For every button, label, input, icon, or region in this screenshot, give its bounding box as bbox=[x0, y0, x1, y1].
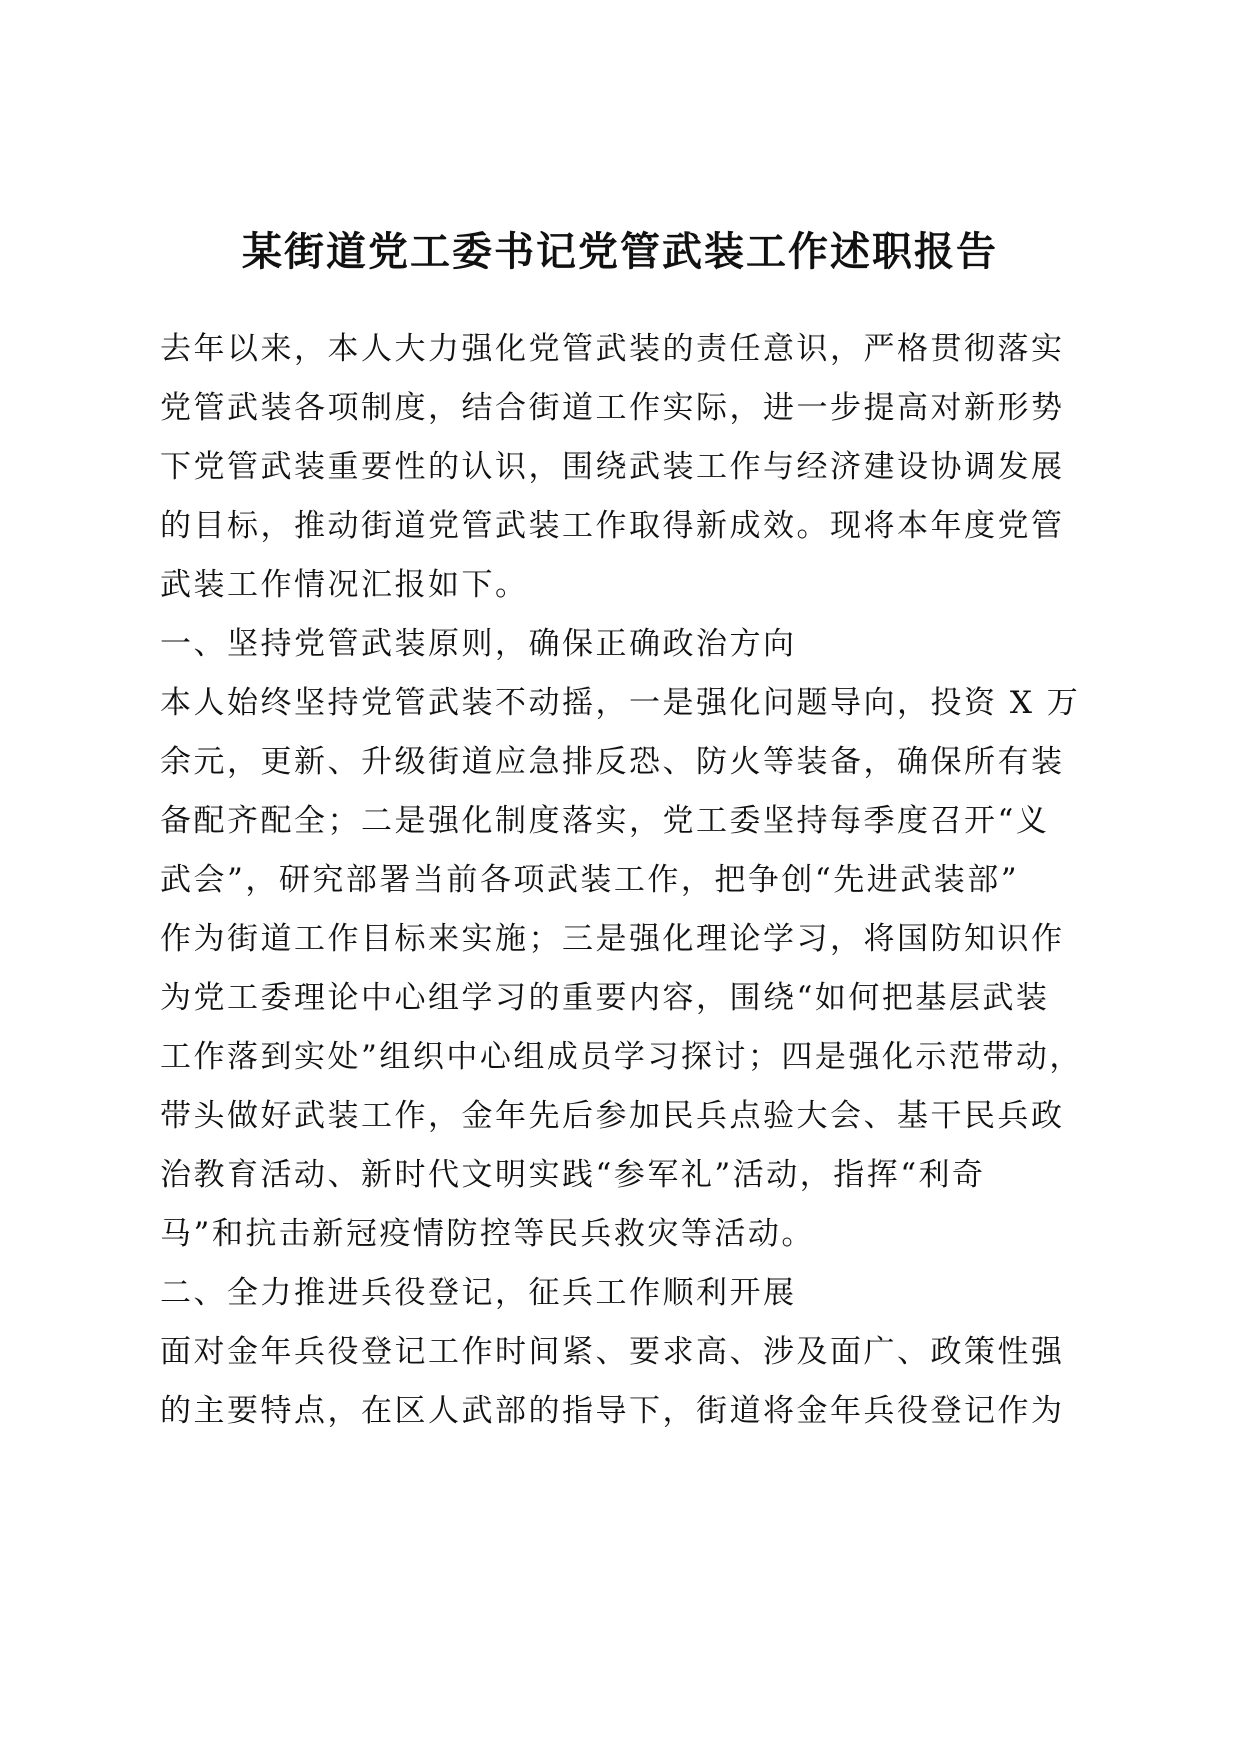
section-heading-1: 一、坚持党管武装原则，确保正确政治方向 bbox=[160, 626, 797, 662]
paragraph-line: 的主要特点，在区人武部的指导下，街道将金年兵役登记作为 bbox=[160, 1393, 1065, 1429]
paragraph-line: 面对金年兵役登记工作时间紧、要求高、涉及面广、政策性强 bbox=[160, 1334, 1065, 1370]
paragraph-line: 党管武装各项制度，结合街道工作实际，进一步提高对新形势 bbox=[160, 390, 1065, 426]
paragraph-line: 的目标，推动街道党管武装工作取得新成效。现将本年度党管 bbox=[160, 508, 1065, 544]
paragraph-line: 余元，更新、升级街道应急排反恐、防火等装备，确保所有装 bbox=[160, 744, 1065, 780]
paragraph-line: 治教育活动、新时代文明实践“参军礼”活动，指挥“利奇 bbox=[160, 1157, 986, 1193]
paragraph-line: 为党工委理论中心组学习的重要内容，围绕“如何把基层武装 bbox=[160, 980, 1050, 1016]
section-heading-2: 二、全力推进兵役登记，征兵工作顺利开展 bbox=[160, 1275, 797, 1311]
document-body bbox=[160, 320, 1083, 1441]
paragraph-line: 武会”，研究部署当前各项武装工作，把争创“先进武装部” bbox=[160, 862, 1020, 898]
paragraph-line: 备配齐配全；二是强化制度落实，党工委坚持每季度召开“义 bbox=[160, 803, 1050, 839]
paragraph-line: 武装工作情况汇报如下。 bbox=[160, 567, 529, 603]
paragraph-line: 马”和抗击新冠疫情防控等民兵救灾等活动。 bbox=[160, 1216, 815, 1252]
document-title: 某街道党工委书记党管武装工作述职报告 bbox=[242, 228, 998, 275]
paragraph-line: 工作落到实处”组织中心组成员学习探讨；四是强化示范带动， bbox=[160, 1039, 1083, 1075]
paragraph-line: 本人始终坚持党管武装不动摇，一是强化问题导向，投资 X 万 bbox=[160, 685, 1081, 721]
paragraph-line: 作为街道工作目标来实施；三是强化理论学习，将国防知识作 bbox=[160, 921, 1065, 957]
paragraph-line: 下党管武装重要性的认识，围绕武装工作与经济建设协调发展 bbox=[160, 449, 1065, 485]
paragraph-line: 带头做好武装工作，金年先后参加民兵点验大会、基干民兵政 bbox=[160, 1098, 1065, 1134]
paragraph-line: 去年以来，本人大力强化党管武装的责任意识，严格贯彻落实 bbox=[160, 331, 1065, 367]
